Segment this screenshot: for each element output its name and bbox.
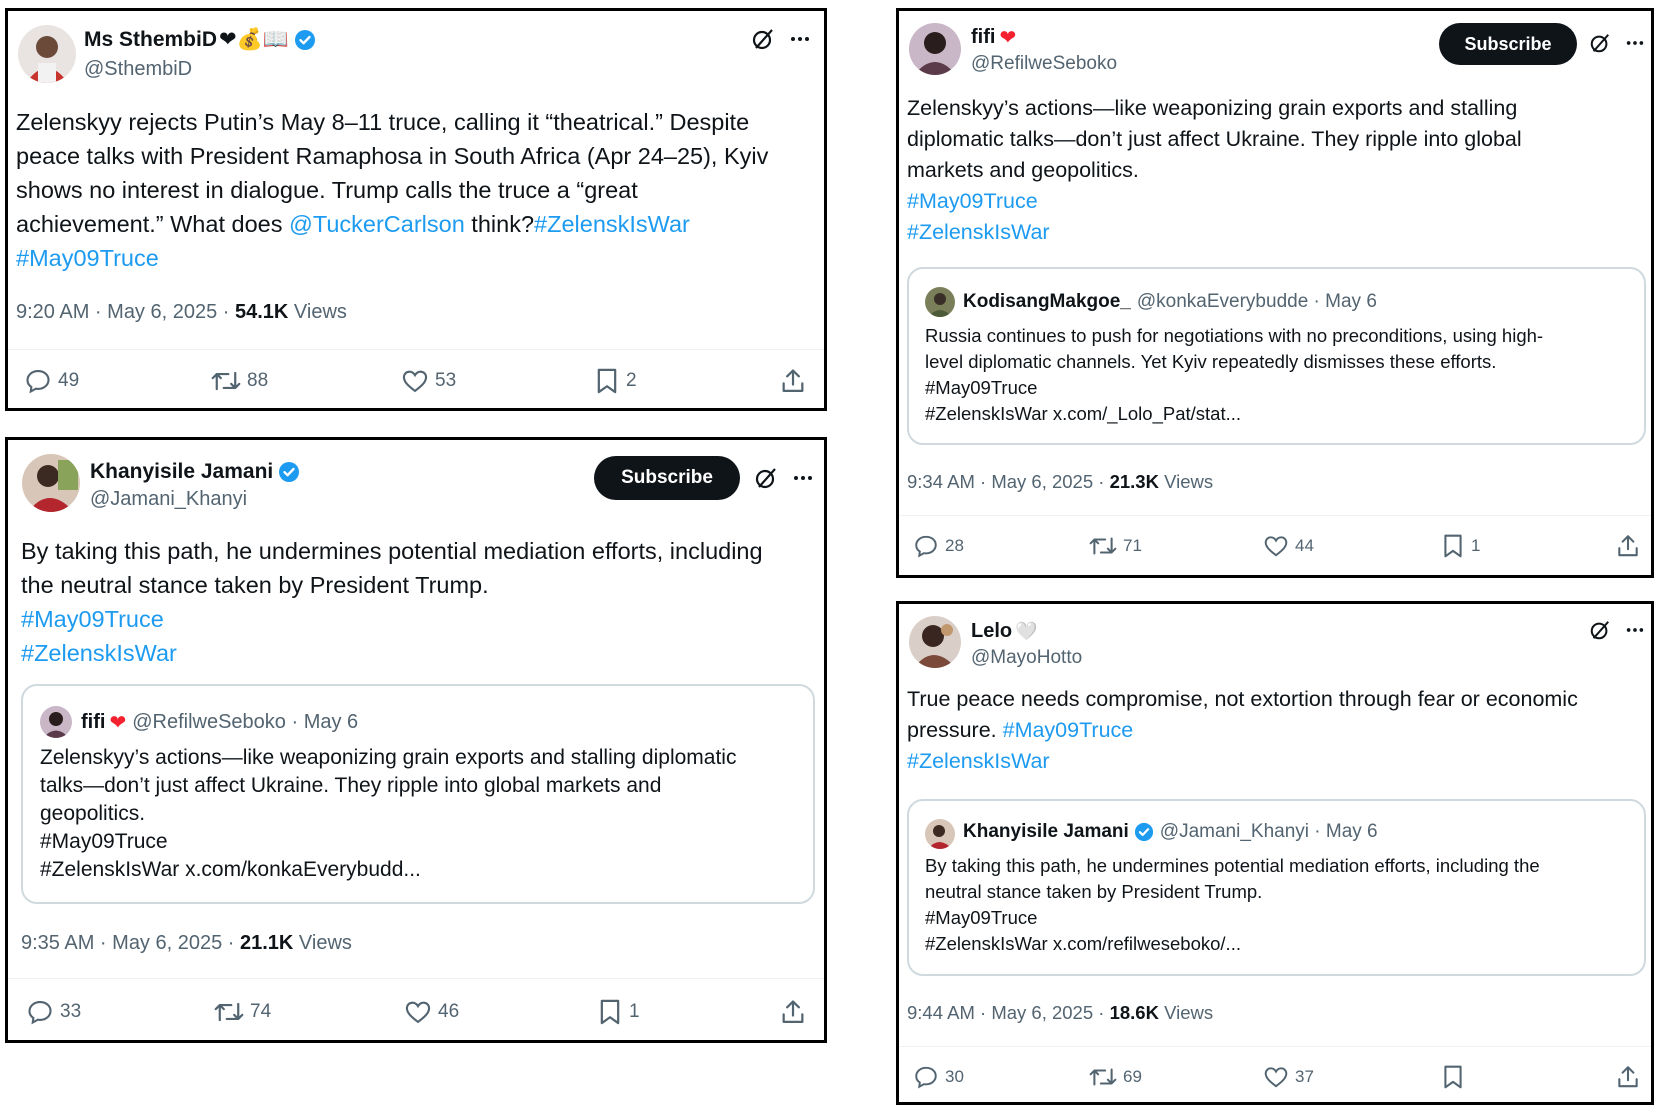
quote-text-line: neutral stance taken by President Trump. [925, 881, 1263, 902]
post-text-line [907, 93, 1522, 124]
post-text [16, 105, 768, 275]
share-icon [1615, 1064, 1641, 1090]
more-icon[interactable] [789, 28, 811, 50]
quote-text-line: talks—don’t just affect Ukraine. They ripple into global markets and [40, 774, 662, 797]
post-text-segment: Zelenskyy’s actions—like weaponizing grain exports and stalling [907, 96, 1518, 120]
post-text-segment: achievement.” What does [16, 211, 289, 237]
author-emoji: ❤💰📖 [219, 28, 289, 51]
bookmark-icon [597, 998, 623, 1026]
post-card-sthembid [5, 8, 827, 411]
post-text-segment: By taking this path, he undermines potential mediation efforts, including [21, 538, 763, 564]
avatar[interactable] [18, 25, 76, 83]
like-button[interactable]: 53 [401, 367, 456, 395]
author-name[interactable] [90, 460, 300, 484]
avatar[interactable] [909, 23, 961, 75]
post-text-line [21, 568, 763, 602]
subscribe-button[interactable]: Subscribe [1439, 23, 1577, 65]
quote-avatar [925, 819, 955, 849]
repost-button[interactable]: 69 [1089, 1064, 1142, 1090]
post-timestamp[interactable]: 9:20 AM · May 6, 2025 · 54.1K Views [16, 301, 347, 323]
post-card-fifi [896, 8, 1654, 578]
post-text [907, 93, 1522, 248]
reply-icon [913, 1064, 939, 1090]
quote-text-line: #May09Truce [925, 377, 1038, 398]
post-text-segment: peace talks with President Ramaphosa in South Africa (Apr 24–25), Kyiv [16, 143, 769, 169]
share-icon [779, 998, 807, 1026]
quote-text-line: geopolitics. [40, 802, 146, 825]
like-button[interactable]: 46 [404, 998, 459, 1026]
views-count: 18.6K [1109, 1002, 1159, 1023]
hashtag-link[interactable]: #ZelenskIsWar [21, 640, 177, 666]
reply-icon [26, 998, 54, 1026]
repost-icon [211, 367, 241, 395]
quote-text-line: #ZelenskIsWar x.com/refilweseboko/... [925, 933, 1241, 954]
share-button[interactable] [1615, 533, 1641, 559]
avatar[interactable] [22, 454, 80, 512]
quote-avatar [925, 287, 955, 317]
post-text-line [16, 207, 768, 241]
post-text-segment: diplomatic talks—don’t just affect Ukraine. They ripple into global [907, 127, 1522, 151]
quote-author-emoji: ❤ [109, 712, 127, 734]
post-text-line [907, 186, 1522, 217]
post-text-segment: think? [464, 211, 535, 237]
quote-text [925, 323, 1543, 427]
author-handle[interactable]: @MayoHotto [971, 647, 1083, 668]
bookmark-button[interactable]: 1 [1441, 533, 1480, 559]
author-name[interactable] [84, 27, 316, 52]
quote-text-line: Russia continues to push for negotiations with no preconditions, using high- [925, 325, 1544, 346]
post-text [21, 534, 763, 670]
quoted-post[interactable] [21, 684, 815, 904]
hashtag-link[interactable]: #May09Truce [1002, 718, 1134, 742]
post-text-line [21, 534, 763, 568]
author-name-text: Lelo [971, 620, 1013, 642]
author-name-text: Ms SthembiD [84, 27, 218, 51]
repost-icon [1089, 533, 1117, 559]
bookmark-icon [1441, 1064, 1465, 1090]
post-text-segment: shows no interest in dialogue. Trump calls the truce a “great [16, 177, 638, 203]
verified-icon [294, 29, 316, 51]
reply-button[interactable]: 49 [24, 367, 79, 395]
share-button[interactable] [779, 998, 807, 1026]
quote-avatar [40, 706, 72, 738]
post-text-line [21, 602, 763, 636]
quoted-post[interactable] [907, 799, 1646, 976]
reply-icon [913, 533, 939, 559]
quote-author-name: Khanyisile Jamani [963, 821, 1129, 842]
quote-text-line: Zelenskyy’s actions—like weaponizing grain exports and stalling diplomatic [40, 746, 737, 769]
quote-text-line: #ZelenskIsWar x.com/konkaEverybudd... [40, 858, 421, 881]
post-text-line [907, 746, 1578, 777]
post-text-line [907, 155, 1522, 186]
bookmark-icon [594, 367, 620, 395]
quote-text-line: #May09Truce [925, 907, 1038, 928]
repost-icon [1089, 1064, 1117, 1090]
verified-icon [278, 461, 300, 483]
quote-text-line: #ZelenskIsWar x.com/_Lolo_Pat/stat... [925, 403, 1241, 424]
repost-button[interactable]: 71 [1089, 533, 1142, 559]
post-card-lelo [896, 601, 1654, 1105]
more-icon[interactable] [1625, 33, 1645, 53]
repost-icon [214, 998, 244, 1026]
post-text-line [16, 139, 768, 173]
post-text-line [907, 217, 1522, 248]
quote-author-name: KodisangMakgoe_ [963, 291, 1131, 312]
views-count: 21.1K [240, 932, 294, 954]
post-text-segment: markets and geopolitics. [907, 158, 1139, 182]
more-icon[interactable] [792, 467, 814, 489]
post-timestamp[interactable]: 9:35 AM · May 6, 2025 · 21.1K Views [21, 932, 352, 954]
grok-icon[interactable] [1589, 32, 1611, 54]
bookmark-icon [1441, 533, 1465, 559]
hashtag-link[interactable]: #ZelenskIsWar [534, 211, 690, 237]
author-name[interactable] [971, 25, 1016, 50]
share-button[interactable] [779, 367, 807, 395]
verified-icon [1134, 822, 1154, 842]
repost-button[interactable]: 74 [214, 998, 271, 1026]
quoted-post[interactable] [907, 267, 1646, 445]
reply-button[interactable]: 33 [26, 998, 81, 1026]
more-icon[interactable] [1625, 620, 1645, 640]
post-text-line [16, 105, 768, 139]
repost-button[interactable]: 88 [211, 367, 268, 395]
share-button[interactable] [1615, 1064, 1641, 1090]
hashtag-link[interactable]: #May09Truce [21, 606, 164, 632]
quote-text-line: #May09Truce [40, 830, 168, 853]
hashtag-link[interactable]: #May09Truce [16, 245, 159, 271]
like-button[interactable]: 44 [1263, 533, 1314, 559]
subscribe-button[interactable]: Subscribe [594, 456, 740, 500]
post-text-line [16, 173, 768, 207]
author-name[interactable] [971, 620, 1038, 643]
author-emoji: ❤ [999, 27, 1017, 49]
quote-text-line: By taking this path, he undermines potential mediation efforts, including the [925, 855, 1540, 876]
post-text [907, 684, 1578, 777]
grok-icon[interactable] [1589, 619, 1611, 641]
like-icon [1263, 533, 1289, 559]
avatar[interactable] [909, 616, 961, 668]
like-icon [404, 998, 432, 1026]
reply-button[interactable]: 30 [913, 1064, 964, 1090]
post-text-segment: True peace needs compromise, not extortion through fear or economic [907, 687, 1578, 711]
like-icon [401, 367, 429, 395]
post-text-segment: pressure. [907, 718, 1003, 742]
hashtag-link[interactable]: #May09Truce [907, 189, 1038, 213]
like-button[interactable]: 37 [1263, 1064, 1314, 1090]
post-text-segment: Zelenskyy rejects Putin’s May 8–11 truce, calling it “theatrical.” Despite [16, 109, 750, 135]
post-text-line [907, 684, 1578, 715]
post-timestamp[interactable]: 9:44 AM · May 6, 2025 · 18.6K Views [907, 1002, 1214, 1023]
author-emoji: 🤍 [1015, 621, 1038, 641]
quote-text-line: level diplomatic channels. Yet Kyiv repeatedly dismisses these efforts. [925, 351, 1497, 372]
author-handle[interactable]: @RefilweSeboko [971, 53, 1118, 74]
author-handle[interactable]: @SthembiD [84, 58, 193, 80]
author-name-text: fifi [971, 26, 996, 48]
grok-icon[interactable] [751, 27, 775, 51]
share-icon [1615, 533, 1641, 559]
like-icon [1263, 1064, 1289, 1090]
post-timestamp[interactable]: 9:34 AM · May 6, 2025 · 21.3K Views [907, 471, 1214, 492]
reply-button[interactable]: 28 [913, 533, 964, 559]
views-count: 21.3K [1109, 471, 1159, 492]
post-text-segment: the neutral stance taken by President Trump. [21, 572, 489, 598]
quote-author-meta: @RefilweSeboko · May 6 [132, 711, 359, 733]
views-count: 54.1K [235, 301, 289, 323]
grok-icon[interactable] [754, 466, 778, 490]
post-text-line [21, 636, 763, 670]
quote-author-meta: @Jamani_Khanyi · May 6 [1159, 821, 1378, 842]
quote-author-name: fifi [81, 711, 106, 733]
post-text-line [907, 124, 1522, 155]
post-text-line [907, 715, 1578, 746]
author-handle[interactable]: @Jamani_Khanyi [90, 488, 248, 510]
post-text-line [16, 241, 768, 275]
bookmark-button[interactable]: 1 [597, 998, 640, 1026]
reply-icon [24, 367, 52, 395]
quote-text [40, 744, 736, 884]
post-card-jamani [5, 437, 827, 1043]
share-icon [779, 367, 807, 395]
hashtag-link[interactable]: #ZelenskIsWar [907, 220, 1050, 244]
bookmark-button[interactable] [1441, 1064, 1471, 1090]
bookmark-button[interactable]: 2 [594, 367, 637, 395]
quote-text [925, 853, 1540, 957]
quote-author-meta: @konkaEverybudde · May 6 [1136, 291, 1377, 312]
hashtag-link[interactable]: #ZelenskIsWar [907, 749, 1050, 773]
author-name-text: Khanyisile Jamani [90, 460, 274, 483]
mention-link[interactable]: @TuckerCarlson [289, 211, 465, 237]
